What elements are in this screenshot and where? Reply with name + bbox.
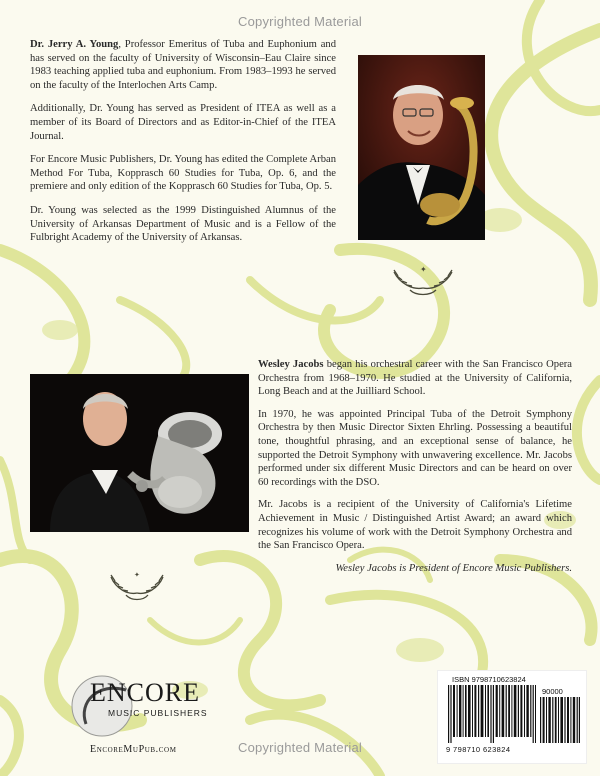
svg-text:✦: ✦ bbox=[134, 571, 140, 579]
logo-wordmark: ENCORE bbox=[90, 678, 200, 707]
bio-young-paragraph-3: For Encore Music Publishers, Dr. Young has edited the Complete Arban Method For Tuba, Kopprasch 60 Studies for Tuba, Op. 6, and the premiere and only edition of the Kopprasch 60 Studies for Tuba, Op. 5. bbox=[30, 154, 336, 193]
price-code: 90000 bbox=[542, 687, 563, 696]
laurel-ornament-icon bbox=[388, 258, 458, 298]
bio-young bbox=[30, 38, 336, 255]
bio-young-p1-text: , Professor Emeritus of Tuba and Euphonium and has served on the faculty of University of Wisconsin–Eau Claire since 1983 teaching applied tuba and euphonium. From 1983–1993 he served on the faculty of the Interlochen Arts Camp. bbox=[30, 39, 336, 91]
bio-jacobs-p1-text: began his orchestral career with the San Francisco Opera Orchestra from 1968–1970. He studied at the University of California, Long Beach and at the Juilliard School. bbox=[258, 359, 572, 398]
bio-jacobs-paragraph-2: In 1970, he was appointed Principal Tuba of the Detroit Symphony Orchestra by then Music Director Sixten Ehrling. Possessing a beautiful tone, thoughtful phrasing, and an exceptional sense of balance, he supported the Detroit Symphony with unwavering excellence. Mr. Jacobs performed under six different Music Directors and can be heard on over 60 recordings with the DSO. bbox=[258, 408, 572, 488]
bio-young-name: Dr. Jerry A. Young bbox=[30, 39, 119, 50]
isbn-label: ISBN 9798710623824 bbox=[452, 675, 526, 684]
publisher-url-link[interactable]: EncoreMuPub.com bbox=[90, 744, 177, 755]
photo-jerry-young bbox=[358, 55, 485, 240]
isbn-digits: 9 798710 623824 bbox=[446, 745, 511, 754]
bio-jacobs-name: Wesley Jacobs bbox=[258, 359, 324, 370]
bio-jacobs-closing: Wesley Jacobs is President of Encore Music Publishers. bbox=[335, 562, 572, 574]
laurel-ornament-icon-2 bbox=[106, 565, 168, 603]
bio-jacobs-paragraph-1 bbox=[258, 358, 572, 399]
watermark-bottom: Copyrighted Material bbox=[238, 740, 362, 755]
bio-jacobs bbox=[258, 358, 572, 584]
barcode-bars-icon bbox=[448, 685, 536, 743]
svg-text:✦: ✦ bbox=[420, 265, 427, 274]
bio-jacobs-paragraph-3: Mr. Jacobs is a recipient of the University of California's Lifetime Achievement in Music / Distinguished Artist Award; an award which recognizes his volume of work with the Detroit Symphony Orchestra and the San Francisco Opera. bbox=[258, 499, 572, 552]
photo-wesley-jacobs bbox=[30, 374, 249, 532]
bio-young-paragraph-1 bbox=[30, 38, 336, 92]
bio-young-paragraph-4: Dr. Young was selected as the 1999 Distinguished Alumnus of the University of Arkansas Department of Music and is a Fellow of the Fulbright Academy of the University of Arkansas. bbox=[30, 204, 336, 244]
logo-subtitle: MUSIC PUBLISHERS bbox=[108, 708, 208, 718]
addon-barcode-icon bbox=[540, 697, 580, 743]
bio-young-paragraph-2: Additionally, Dr. Young has served as President of ITEA as well as a member of its Board of Directors and as Editor-in-Chief of the ITEA Journal. bbox=[30, 103, 336, 142]
watermark-top: Copyrighted Material bbox=[238, 14, 362, 29]
